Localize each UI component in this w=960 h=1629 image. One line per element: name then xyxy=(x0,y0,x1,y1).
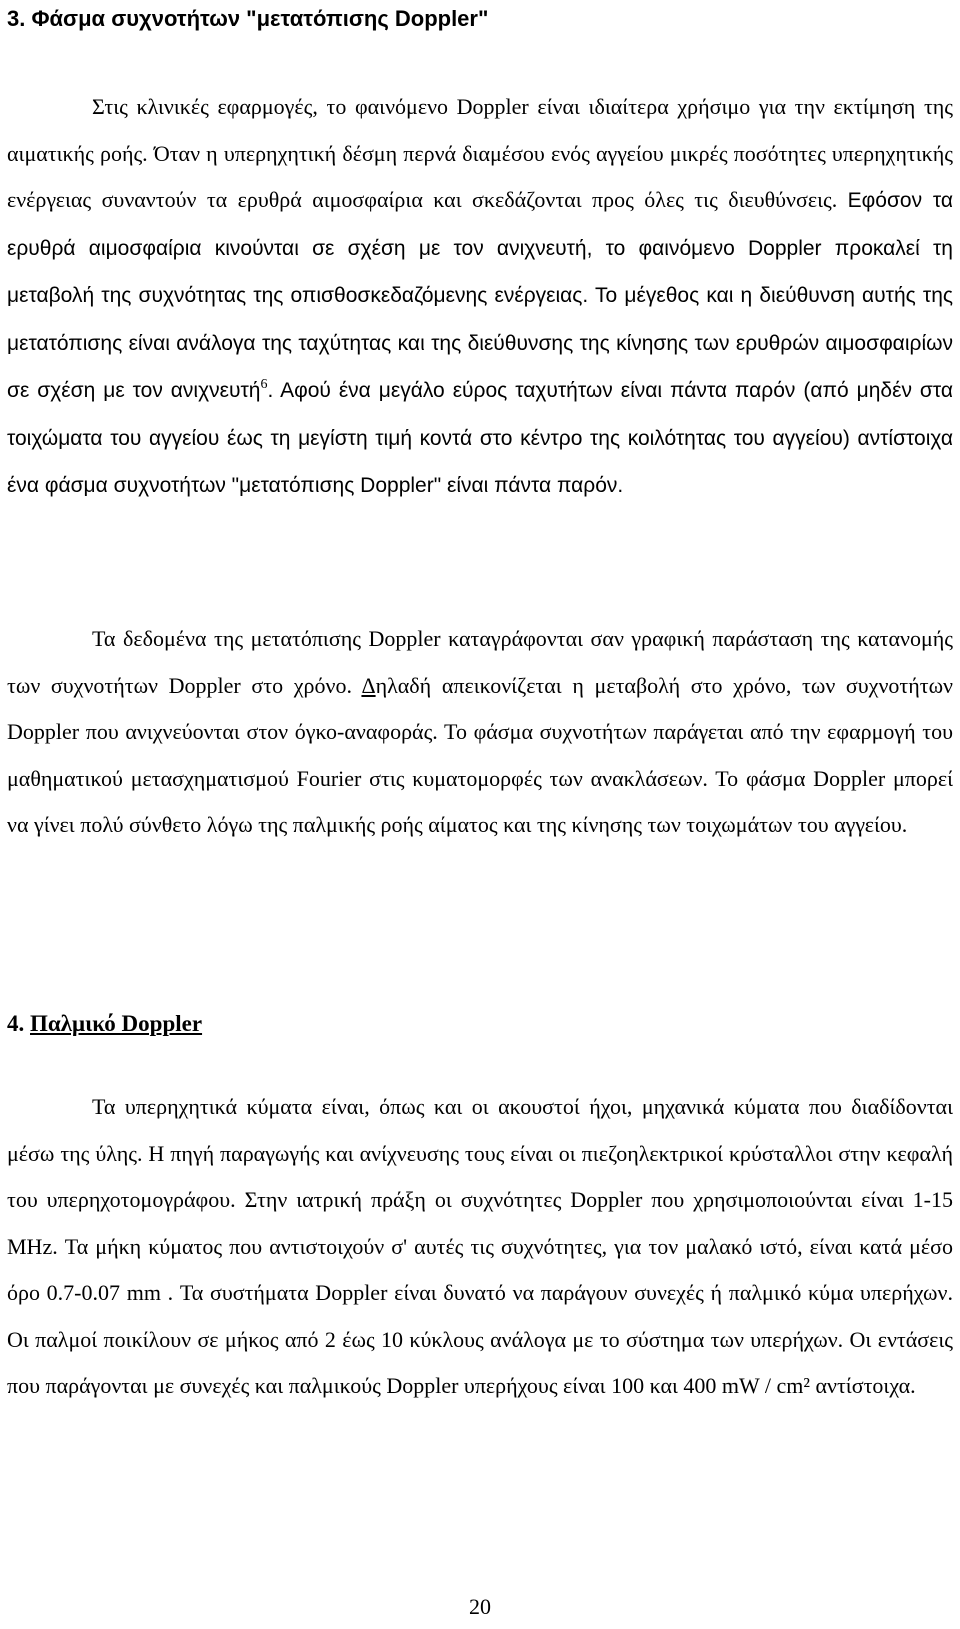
section-3-heading: 3. Φάσμα συχνοτήτων "μετατόπισης Doppler" xyxy=(7,6,489,31)
reference-superscript: 6 xyxy=(260,377,268,392)
paragraph-text-sans: Εφόσον τα ερυθρά αιμοσφαίρια κινούνται σε σχέση με τον ανιχνευτή, το φαινόμενο Doppler προκαλεί τη μεταβολή της συχνότητας της οπισθοσκεδαζόμενης ενέργειας. Το μέγεθος και η διεύθυνση αυτής της μετατόπισης είναι ανάλογα της ταχύτητας και της διεύθυνσης της κίνησης των ερυθρών αιμοσφαιρίων σε σχέση με τον ανιχνευτή xyxy=(7,189,953,402)
page-number: 20 xyxy=(469,1594,491,1619)
paragraph-doppler-data xyxy=(7,616,953,849)
paragraph-text: Στις κλινικές εφαρμογές, το φαινόμενο Doppler είναι ιδιαίτερα χρήσιμο για την εκτίμηση της αιματικής ροής. Όταν η υπερηχητική δέσμη περνά διαμέσου ενός αγγείου μικρές ποσότητες υπερηχητικής ενέργειας συναντούν τα ερυθρά αιμοσφαίρια και σκεδάζονται προς όλες τις διευθύνσεις. xyxy=(7,94,953,212)
paragraph-text: ηλαδή απεικονίζεται η μεταβολή στο χρόνο, των συχνοτήτων Doppler που ανιχνεύονται στον όγκο-αναφοράς. Το φάσμα συχνοτήτων παράγεται από την εφαρμογή του μαθηματικού μετασχηματισμού Fourier στις κυματομορφές των ανακλάσεων. Το φάσμα Doppler μπορεί να γίνει πολύ σύνθετο λόγω της παλμικής ροής αίματος και της κίνησης των τοιχωμάτων του αγγείου. xyxy=(7,672,954,837)
section-4-heading xyxy=(7,1011,202,1037)
underlined-letter: Δ xyxy=(361,672,376,698)
section-4-number: 4. xyxy=(7,1011,25,1036)
paragraph-text-sans: . Αφού ένα μεγάλο εύρος ταχυτήτων είναι πάντα παρόν (από μηδέν στα τοιχώματα του αγγείου έως τη μεγίστη τιμή κοντά στο κέντρο της κοιλότητας του αγγείου) αντίστοιχα ένα φάσμα συχνοτήτων "μετατόπισης Doppler" είναι πάντα παρόν. xyxy=(7,379,953,497)
paragraph-text: Τα δεδομένα της μετατόπισης Doppler καταγράφονται σαν γραφική παράσταση της κατανομής των συχνοτήτων Doppler στο χρόνο. xyxy=(7,626,953,698)
section-4-title: Παλμικό Doppler xyxy=(30,1011,203,1036)
paragraph-doppler-spectrum-intro xyxy=(7,84,953,510)
paragraph-pulsed-doppler: Τα υπερηχητικά κύματα είναι, όπως και οι ακουστοί ήχοι, μηχανικά κύματα που διαδίδονται μέσω της ύλης. Η πηγή παραγωγής και ανίχνευσης τους είναι οι πιεζοηλεκτρικοί κρύσταλλοι στην κεφαλή του υπερηχοτομογράφου. Στην ιατρική πράξη οι συχνότητες Doppler που χρησιμοποιούνται είναι 1-15 MHz. Τα μήκη κύματος που αντιστοιχούν σ' αυτές τις συχνότητες, για τον μαλακό ιστό, είναι κατά μέσο όρο 0.7-0.07 mm . Τα συστήματα Doppler είναι δυνατό να παράγουν συνεχές ή παλμικό κύμα υπερήχων. Οι παλμοί ποικίλουν σε μήκος από 2 έως 10 κύκλους ανάλογα με το σύστημα των υπερήχων. Οι εντάσεις που παράγονται με συνεχές και παλμικούς Doppler υπερήχους είναι 100 και 400 mW / cm² αντίστοιχα. xyxy=(7,1094,953,1398)
